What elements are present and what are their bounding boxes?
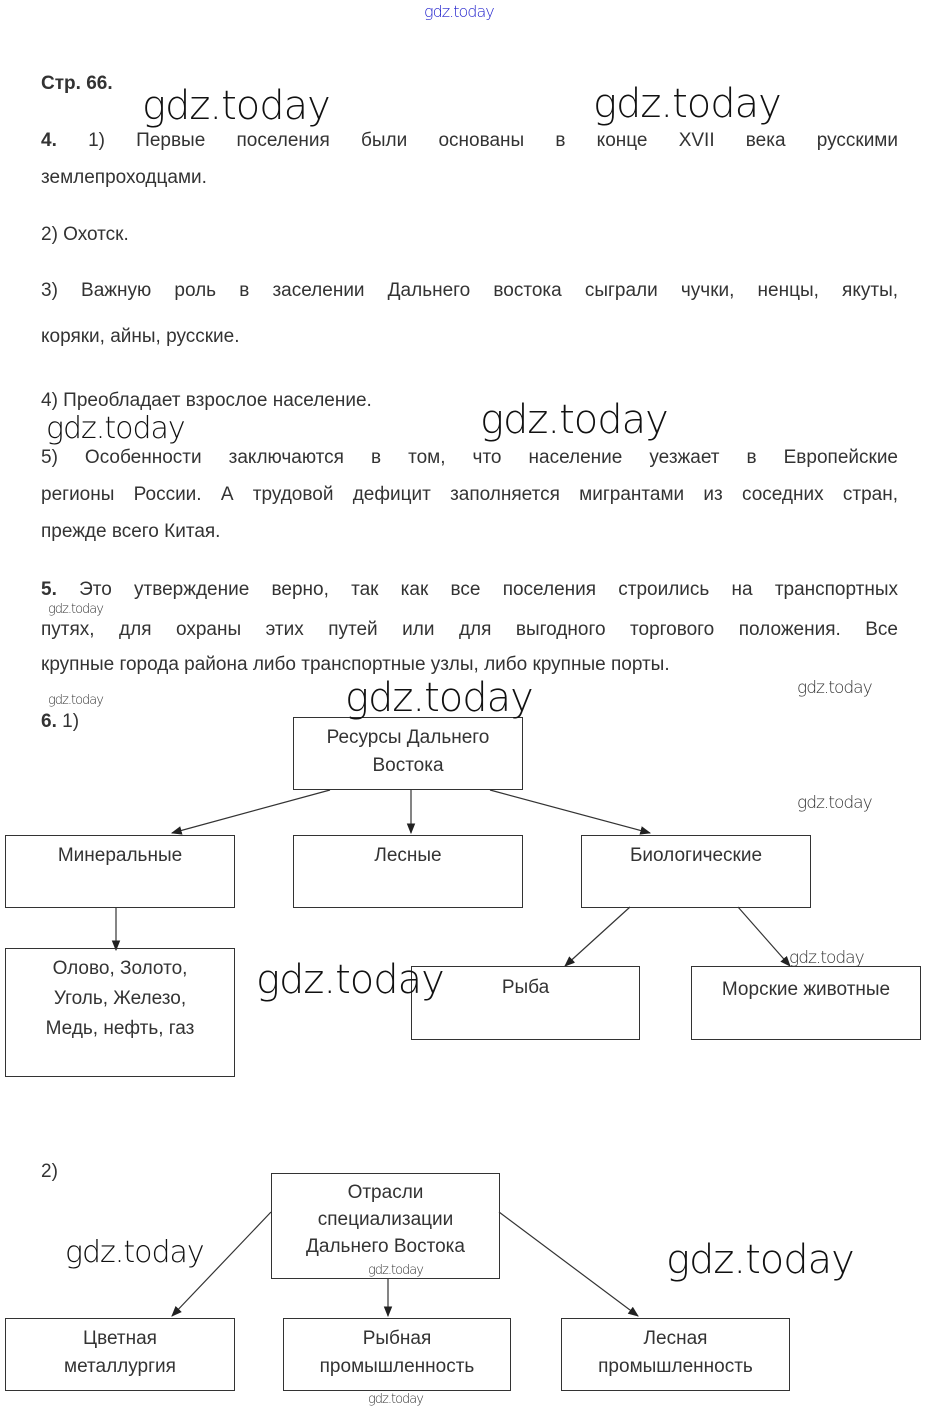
q6-part2-label: 2) bbox=[41, 1161, 58, 1182]
q4-answer1-text: 1) Первые поселения были основаны в конце XVII века русскими bbox=[88, 130, 898, 151]
arrow-bio-fish bbox=[565, 907, 630, 966]
box-line: Уголь, Железо, bbox=[53, 988, 187, 1009]
box-line: Цветная bbox=[83, 1328, 157, 1349]
box-line: Минеральные bbox=[57, 845, 183, 866]
watermark: gdz.today bbox=[65, 1235, 204, 1270]
box-line: Ресурсы Дальнего bbox=[326, 727, 490, 748]
q4-answer5-line2: регионы России. А трудовой дефицит заполняется мигрантами из соседних стран, bbox=[41, 484, 898, 505]
box-sea-animals bbox=[691, 966, 921, 1040]
q5-line1 bbox=[41, 579, 898, 601]
q6-part1-text: 1) bbox=[62, 711, 80, 732]
watermark: gdz.today bbox=[666, 1237, 854, 1283]
watermark: gdz.today bbox=[480, 397, 668, 443]
q4-answer3-line2: коряки, айны, русские. bbox=[41, 326, 240, 347]
arrow-bio-sea bbox=[738, 907, 790, 966]
arrow-root-bio bbox=[490, 790, 650, 833]
box-line: Дальнего Востока bbox=[306, 1236, 465, 1257]
box-line: металлургия bbox=[64, 1356, 176, 1377]
box-forest-industry bbox=[561, 1318, 790, 1391]
watermark: gdz.today bbox=[345, 675, 533, 721]
q5-line3: крупные города района либо транспортные узлы, либо крупные порты. bbox=[41, 654, 670, 675]
watermark: gdz.today bbox=[593, 81, 781, 127]
box-line: Морские животные bbox=[721, 979, 891, 1000]
box-metallurgy bbox=[5, 1318, 235, 1391]
box-line: промышленность bbox=[598, 1356, 753, 1377]
page-number: Стр. 66. bbox=[41, 73, 113, 94]
box-fish bbox=[411, 966, 640, 1040]
watermark: gdz.today bbox=[368, 1392, 423, 1407]
q4-answer4: 4) Преобладает взрослое население. bbox=[41, 390, 372, 411]
box-line: промышленность bbox=[319, 1356, 475, 1377]
box-line: Рыба bbox=[501, 977, 550, 998]
box-line: Лесная bbox=[643, 1328, 708, 1349]
q4-answer5-line1: 5) Особенности заключаются в том, что население уезжает в Европейские bbox=[41, 447, 898, 468]
q5-number: 5. bbox=[41, 579, 57, 600]
arrow-root-mineral bbox=[172, 790, 330, 833]
box-line: специализации bbox=[317, 1209, 454, 1230]
box-line: Лесные bbox=[374, 845, 442, 866]
box-resources-root bbox=[293, 717, 523, 790]
watermark: gdz.today bbox=[142, 83, 330, 129]
watermark: gdz.today bbox=[797, 793, 872, 813]
box-line: Отрасли bbox=[347, 1182, 424, 1203]
watermark: gdz.today bbox=[797, 678, 872, 698]
q4-answer3-line1: 3) Важную роль в заселении Дальнего востока сыграли чучки, ненцы, якуты, bbox=[41, 280, 898, 301]
box-line: Медь, нефть, газ bbox=[45, 1018, 195, 1039]
q5-line1-text: Это утверждение верно, так как все поселения строились на транспортных bbox=[79, 579, 898, 600]
q4-answer1-line1 bbox=[41, 130, 898, 152]
q5-line2: путях, для охраны этих путей или для выгодного торгового положения. Все bbox=[41, 619, 898, 640]
q4-answer2: 2) Охотск. bbox=[41, 224, 129, 245]
box-line: Биологические bbox=[629, 845, 763, 866]
watermark: gdz.today bbox=[789, 948, 864, 968]
box-bio bbox=[581, 835, 811, 908]
q4-number: 4. bbox=[41, 130, 57, 151]
q6-number: 6. bbox=[41, 711, 57, 732]
watermark: gdz.today bbox=[424, 2, 494, 21]
watermark: gdz.today bbox=[48, 602, 103, 617]
watermark: gdz.today bbox=[46, 411, 185, 446]
box-forest bbox=[293, 835, 523, 908]
q6-part1-label bbox=[41, 711, 79, 733]
box-line: Востока bbox=[372, 755, 444, 776]
arrow-root2-forest bbox=[499, 1212, 638, 1316]
box-mineral bbox=[5, 835, 235, 908]
box-line: Рыбная bbox=[362, 1328, 432, 1349]
watermark: gdz.today bbox=[48, 693, 103, 708]
box-mineral-list bbox=[5, 948, 235, 1077]
watermark: gdz.today bbox=[368, 1263, 423, 1278]
box-fishing-industry bbox=[283, 1318, 511, 1391]
box-line: Олово, Золото, bbox=[52, 958, 188, 979]
q4-answer5-line3: прежде всего Китая. bbox=[41, 521, 221, 542]
watermark: gdz.today bbox=[256, 957, 444, 1003]
q4-answer1-line2: землепроходцами. bbox=[41, 167, 207, 188]
